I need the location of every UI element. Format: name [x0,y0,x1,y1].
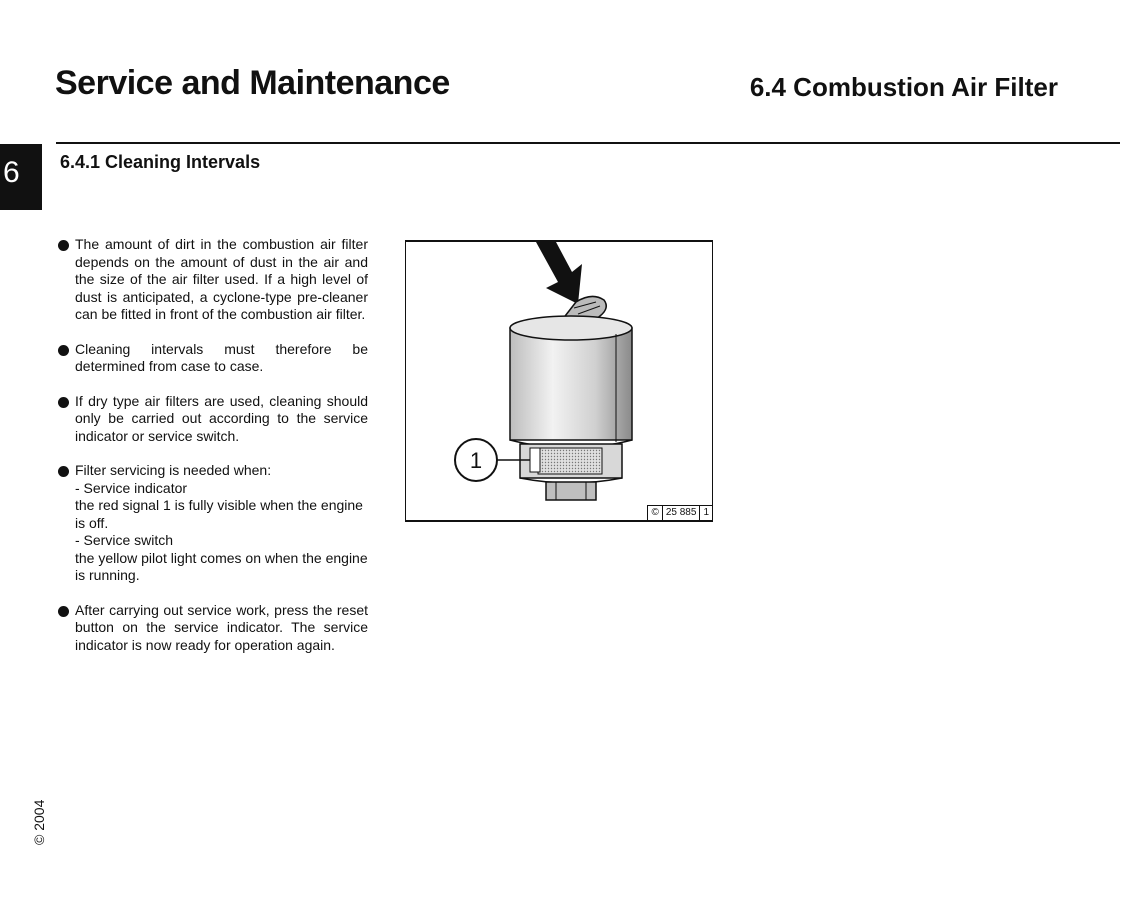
bullet-item [58,236,368,324]
sub-item-text: the yellow pilot light comes on when the engine is running. [75,549,368,583]
sub-item-text: the red signal 1 is fully visible when the engine is off. [75,497,363,531]
bullet-text: Cleaning intervals must therefore be determined from case to case. [75,340,368,374]
bullet-item [58,462,368,585]
bullet-item [58,602,368,655]
bullet-dot-icon [58,606,69,617]
callout-number: 1 [469,448,483,473]
bullet-text: Filter servicing is needed when: [75,462,272,478]
air-filter-figure [405,240,713,522]
bullet-dot-icon [58,240,69,251]
arrow-icon [536,242,582,304]
copyright-notice: © 2004 [31,799,47,845]
figure-copyright-symbol: © [648,506,662,520]
sub-item-label: - Service indicator [75,479,188,496]
chapter-tab [0,144,42,210]
bullet-item [58,393,368,446]
figure-index: 1 [703,507,709,518]
body-text [58,236,368,671]
bullet-text: After carrying out service work, press the reset button on the service indicator. The service indicator is now ready for operation again. [75,601,368,653]
section-heading: 6.4 Combustion Air Filter [749,72,1058,102]
bullet-item [58,341,368,376]
air-filter-illustration [406,242,712,520]
bullet-dot-icon [58,466,69,477]
bullet-dot-icon [58,397,69,408]
bullet-text: If dry type air filters are used, cleaning should only be carried out according to the service indicator or service switch. [75,392,368,444]
filter-housing [510,316,632,448]
figure-reference [647,505,712,520]
bullet-text: The amount of dirt in the combustion air filter depends on the amount of dust in the air and the size of the air filter used. If a high level of dust is anticipated, a cyclone-type pre-cleaner can be fitted in front of the combustion air filter. [75,236,368,322]
page-title: Service and Maintenance [55,64,450,102]
chapter-number: 6 [3,156,20,189]
bullet-dot-icon [58,345,69,356]
header-rule [56,142,1120,144]
filter-base [520,444,622,500]
sub-item-label: - Service switch [75,532,174,548]
figure-code: 25 885 [663,506,701,520]
subsection-title: 6.4.1 Cleaning Intervals [60,152,261,172]
callout-1 [455,439,530,481]
